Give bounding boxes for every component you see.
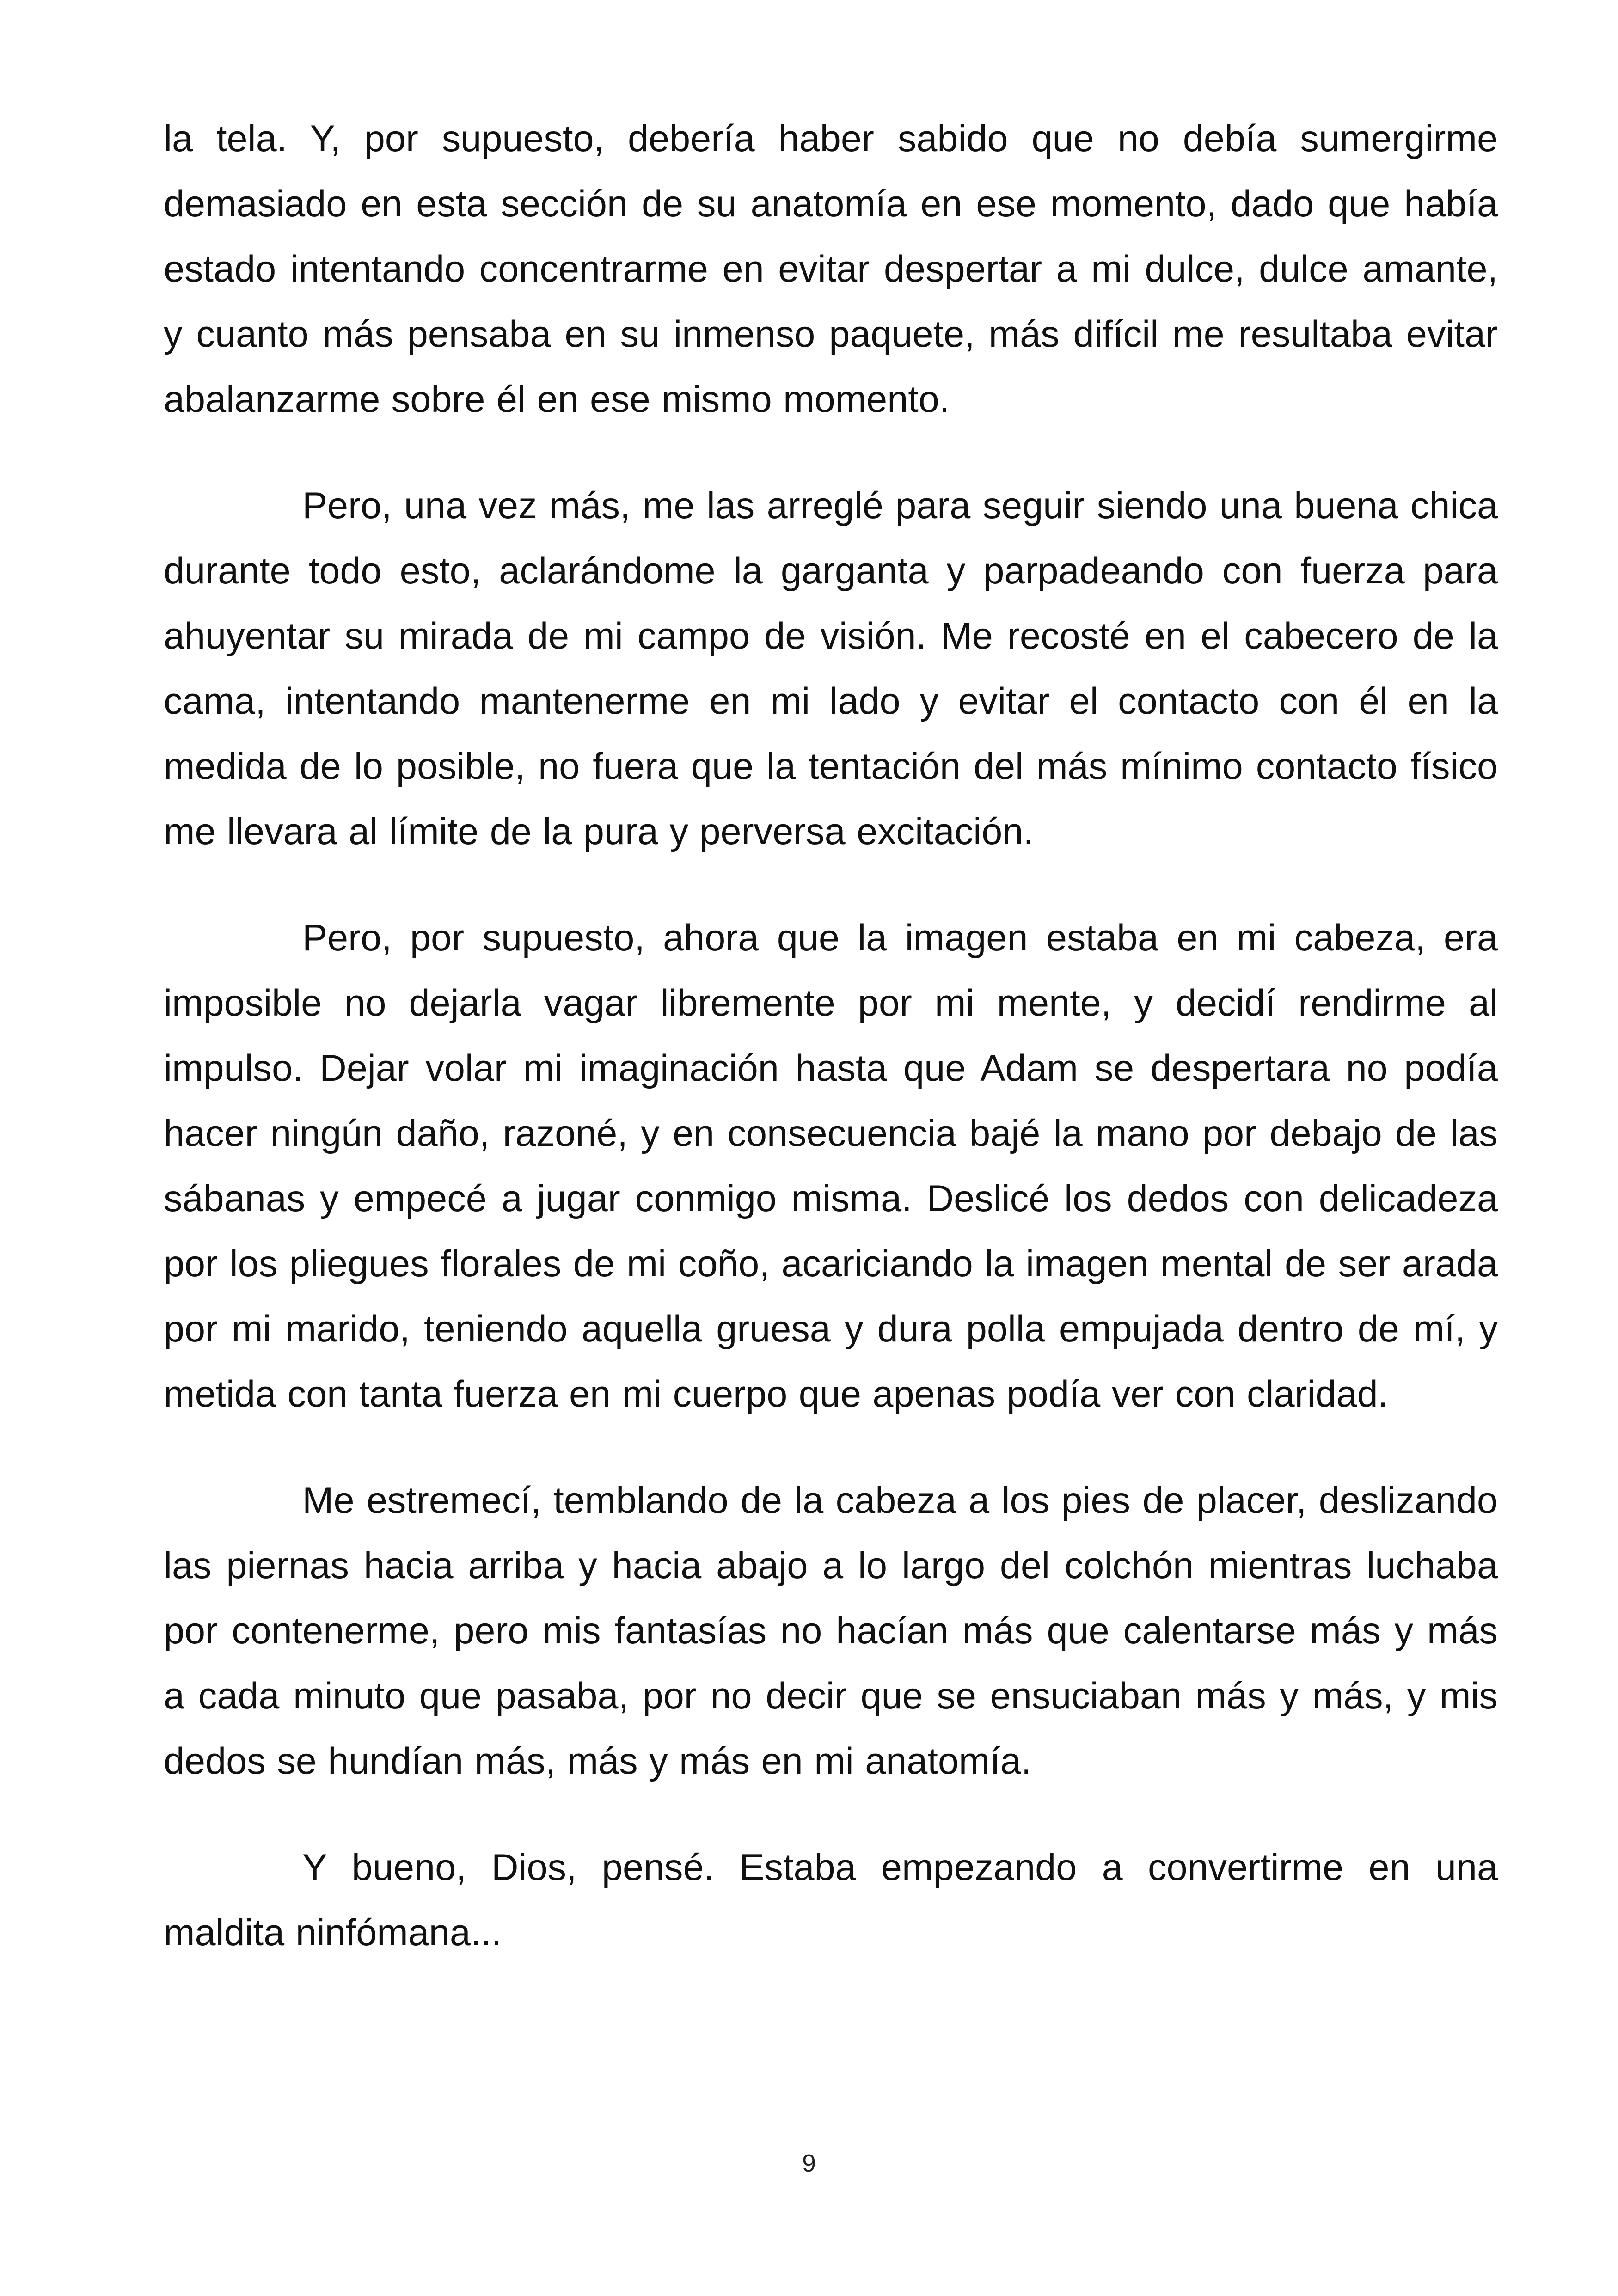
body-text	[164, 106, 1498, 2007]
paragraph: Pero, una vez más, me las arreglé para seguir siendo una buena chica durante todo esto, aclarándome la garganta y parpadeando con fuerza para ahuyentar su mirada de mi campo de visión. Me recosté en el cabecero de la cama, intentando mantenerme en mi lado y evitar el contacto con él en la medida de lo posible, no fuera que la tentación del más mínimo contacto físico me llevara al límite de la pura y perversa excitación.	[164, 485, 1498, 852]
paragraph: Pero, por supuesto, ahora que la imagen estaba en mi cabeza, era imposible no dejarla vagar libremente por mi mente, y decidí rendirme al impulso. Dejar volar mi imaginación hasta que Adam se despertara no podía hacer ningún daño, razoné, y en consecuencia bajé la mano por debajo de las sábanas y empecé a jugar conmigo misma. Deslicé los dedos con delicadeza por los pliegues florales de mi coño, acariciando la imagen mental de ser arada por mi marido, teniendo aquella gruesa y dura polla empujada dentro de mí, y metida con tanta fuerza en mi cuerpo que apenas podía ver con claridad.	[164, 917, 1498, 1415]
page-number: 9	[802, 2149, 816, 2177]
paragraph: la tela. Y, por supuesto, debería haber sabido que no debía sumergirme demasiado en esta sección de su anatomía en ese momento, dado que había estado intentando concentrarme en evitar despertar a mi dulce, dulce amante, y cuanto más pensaba en su inmenso paquete, más difícil me resultaba evitar abalanzarme sobre él en ese mismo momento.	[164, 118, 1498, 420]
paragraph: Me estremecí, temblando de la cabeza a los pies de placer, deslizando las piernas hacia arriba y hacia abajo a lo largo del colchón mientras luchaba por contenerme, pero mis fantasías no hacían más que calentarse más y más a cada minuto que pasaba, por no decir que se ensuciaban más y más, y mis dedos se hundían más, más y más en mi anatomía.	[164, 1480, 1498, 1782]
paragraph: Y bueno, Dios, pensé. Estaba empezando a convertirme en una maldita ninfómana...	[164, 1847, 1498, 1953]
